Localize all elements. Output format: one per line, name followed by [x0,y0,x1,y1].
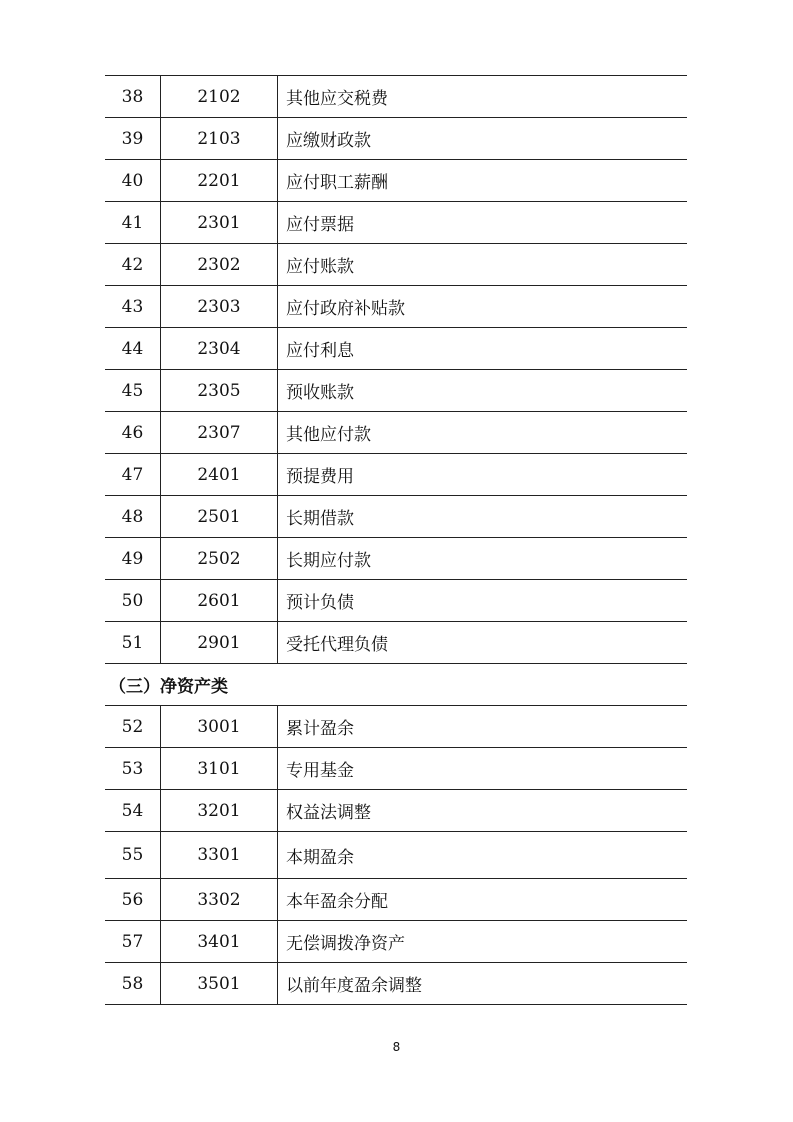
row-number: 53 [105,748,161,789]
table-row [105,244,687,286]
account-code: 2601 [161,580,278,621]
account-name: 预计负债 [286,593,354,613]
account-name: 权益法调整 [286,803,371,823]
row-number: 51 [105,622,161,663]
table-row [105,580,687,622]
row-number: 43 [105,286,161,327]
row-number: 42 [105,244,161,285]
row-number: 54 [105,790,161,831]
account-code: 3201 [161,790,278,831]
account-name: 长期借款 [286,509,354,529]
account-name: 应付政府补贴款 [286,299,405,319]
account-name: 其他应交税费 [286,89,388,109]
account-code: 2501 [161,496,278,537]
row-number: 55 [105,832,161,878]
account-name: 应付职工薪酬 [286,173,388,193]
table-row [105,622,687,664]
row-number: 48 [105,496,161,537]
account-code: 2302 [161,244,278,285]
section-heading-net-assets: （三）净资产类 [105,664,687,706]
account-name: 应缴财政款 [286,131,371,151]
row-number: 56 [105,879,161,920]
table-row [105,496,687,538]
account-code: 3501 [161,963,278,1004]
account-code: 2502 [161,538,278,579]
account-code: 2201 [161,160,278,201]
account-name: 累计盈余 [286,719,354,739]
account-name: 预收账款 [286,383,354,403]
table-row [105,76,687,118]
account-name: 长期应付款 [286,551,371,571]
account-code: 2301 [161,202,278,243]
account-code: 2303 [161,286,278,327]
account-name: 无偿调拨净资产 [286,934,405,954]
account-code: 3101 [161,748,278,789]
page-number: 8 [392,1040,401,1054]
row-number: 39 [105,118,161,159]
account-name: 应付票据 [286,215,354,235]
table-row [105,118,687,160]
row-number: 57 [105,921,161,962]
account-code: 3302 [161,879,278,920]
row-number: 50 [105,580,161,621]
table-row [105,370,687,412]
account-name: 应付账款 [286,257,354,277]
account-code: 2307 [161,412,278,453]
table-row [105,963,687,1005]
row-number: 47 [105,454,161,495]
row-number: 40 [105,160,161,201]
row-number: 41 [105,202,161,243]
table-row [105,706,687,748]
account-name: 预提费用 [286,467,354,487]
table-row [105,454,687,496]
table-row [105,748,687,790]
account-code: 3001 [161,706,278,747]
row-number: 49 [105,538,161,579]
account-name: 其他应付款 [286,425,371,445]
account-code: 2901 [161,622,278,663]
table-row [105,921,687,963]
account-name: 本期盈余 [286,847,354,868]
account-name: 专用基金 [286,761,354,781]
account-code: 2103 [161,118,278,159]
row-number: 45 [105,370,161,411]
row-number: 44 [105,328,161,369]
accounts-table [105,75,687,1005]
account-code: 2401 [161,454,278,495]
table-row [105,879,687,921]
row-number: 52 [105,706,161,747]
table-row [105,832,687,879]
account-code: 3401 [161,921,278,962]
account-name: 以前年度盈余调整 [286,976,422,996]
account-code: 2305 [161,370,278,411]
table-row [105,286,687,328]
table-row [105,202,687,244]
account-code: 2304 [161,328,278,369]
account-code: 2102 [161,76,278,117]
account-name: 本年盈余分配 [286,892,388,912]
account-name: 应付利息 [286,341,354,361]
table-row [105,790,687,832]
table-row [105,412,687,454]
row-number: 38 [105,76,161,117]
table-row [105,160,687,202]
row-number: 58 [105,963,161,1004]
row-number: 46 [105,412,161,453]
table-row [105,328,687,370]
account-name: 受托代理负债 [286,635,388,655]
table-row [105,538,687,580]
account-code: 3301 [161,832,278,878]
